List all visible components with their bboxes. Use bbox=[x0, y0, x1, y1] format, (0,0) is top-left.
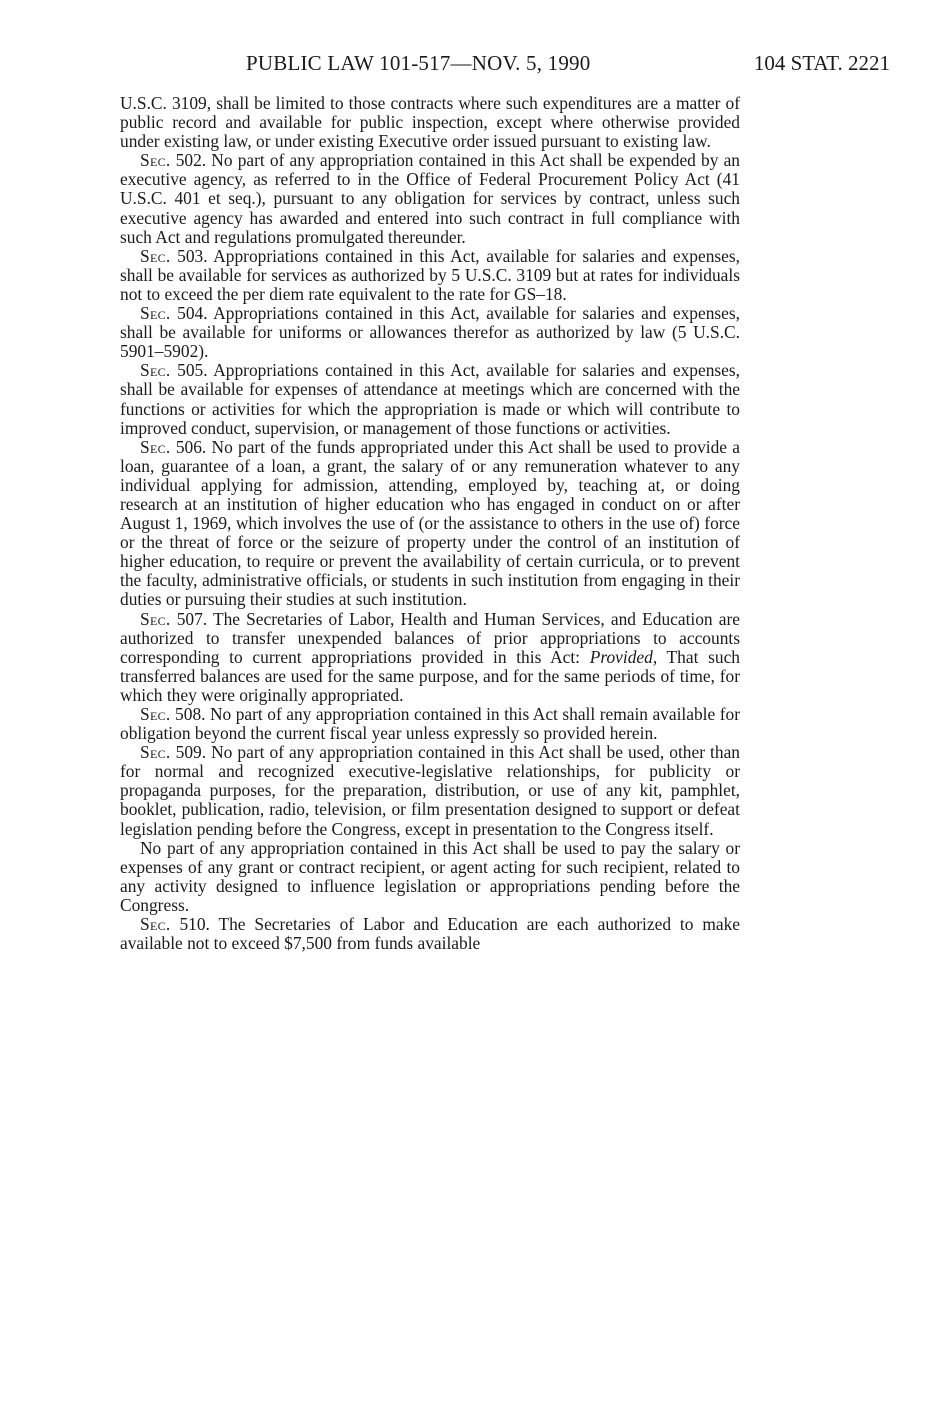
section-label: Sec. bbox=[140, 150, 171, 171]
section-507 bbox=[120, 610, 740, 705]
section-508 bbox=[120, 705, 740, 743]
section-label: Sec. bbox=[140, 914, 171, 935]
section-text: 506. No part of the funds appropriated under this Act shall be used to provide a loan, guarantee of a loan, a grant, the salary of or any remuneration whatever to any individual applying for admission, attending, employed by, teaching at, or doing research at an institution of higher education who has engaged in conduct on or after August 1, 1969, which involves the use of (or the assistance to others in the use of) force or the threat of force or the seizure of property under the control of an institution of higher education, to require or prevent the availability of certain curricula, or to prevent the faculty, administrative officials, or students in such institution from engaging in their duties or pursuing their studies at such institution. bbox=[120, 436, 740, 610]
section-509-continued bbox=[120, 839, 740, 915]
proviso-term: Provided, bbox=[589, 646, 658, 667]
public-law-citation: PUBLIC LAW 101-517—NOV. 5, 1990 bbox=[246, 51, 591, 75]
section-label: Sec. bbox=[140, 360, 171, 381]
running-header bbox=[120, 46, 890, 80]
section-504 bbox=[120, 304, 740, 361]
paragraph-text: U.S.C. 3109, shall be limited to those contracts where such expenditures are a matter of public record and available for public inspection, except where otherwise provided under existing law, or under existing Executive order issued pursuant to existing law. bbox=[120, 93, 740, 152]
section-text: No part of any appropriation contained in this Act shall be used to pay the salary or expenses of any grant or contract recipient, or agent acting for such recipient, related to any activity designed to influence legislation or appropriations pending before the Congress. bbox=[120, 837, 740, 915]
section-505 bbox=[120, 361, 740, 437]
section-text: 503. Appropriations contained in this Act, available for salaries and expenses, shall be available for services as authorized by 5 U.S.C. 3109 but at rates for individuals not to exceed the per diem rate equivalent to the rate for GS–18. bbox=[120, 245, 740, 304]
section-503 bbox=[120, 247, 740, 304]
section-text: 507. The Secretaries of Labor, Health and Human Services, and Education are authorized to transfer unexpended balances of prior appropriations to accounts corresponding to current appropriations provided in this Act: bbox=[120, 608, 740, 667]
section-506 bbox=[120, 438, 740, 610]
statute-body bbox=[120, 94, 740, 953]
section-label: Sec. bbox=[140, 436, 171, 457]
section-502 bbox=[120, 151, 740, 246]
section-label: Sec. bbox=[140, 245, 171, 266]
section-text: 504. Appropriations contained in this Act, available for salaries and expenses, shall be available for uniforms or allowances therefor as authorized by law (5 U.S.C. 5901–5902). bbox=[120, 303, 740, 362]
section-text: 502. No part of any appropriation contained in this Act shall be expended by an executive agency, as referred to in the Office of Federal Procurement Policy Act (41 U.S.C. 401 et seq.), pursuant to any obligation for services by contract, unless such executive agency has awarded and entered into such contract in full compliance with such Act and regulations promulgated thereunder. bbox=[120, 150, 740, 247]
section-text: 505. Appropriations contained in this Act, available for salaries and expenses, shall be available for expenses of attendance at meetings which are concerned with the functions or activities for which the appropriation is made or which will contribute to improved conduct, supervision, or management of those functions or activities. bbox=[120, 360, 740, 438]
section-510 bbox=[120, 915, 740, 953]
section-label: Sec. bbox=[140, 608, 171, 629]
section-509 bbox=[120, 743, 740, 838]
section-text: 510. The Secretaries of Labor and Education are each authorized to make available not to exceed $7,500 from funds available bbox=[120, 914, 740, 954]
section-label: Sec. bbox=[140, 303, 171, 324]
section-text: 508. No part of any appropriation contained in this Act shall remain available for obligation beyond the current fiscal year unless expressly so provided herein. bbox=[120, 704, 740, 744]
section-label: Sec. bbox=[140, 704, 171, 724]
section-label: Sec. bbox=[140, 742, 171, 763]
paragraph-continued bbox=[120, 94, 740, 151]
statute-page-citation: 104 STAT. 2221 bbox=[753, 51, 890, 75]
section-text: 509. No part of any appropriation contained in this Act shall be used, other than for normal and recognized executive-legislative relationships, for publicity or propaganda purposes, for the preparation, distribution, or use of any kit, pamphlet, booklet, publication, radio, television, or film presentation designed to support or defeat legislation pending before the Congress, except in presentation to the Congress itself. bbox=[120, 742, 740, 839]
section-text-continued: That such transferred balances are used for the same purpose, and for the same periods of time, for which they were originally appropriated. bbox=[120, 646, 740, 705]
